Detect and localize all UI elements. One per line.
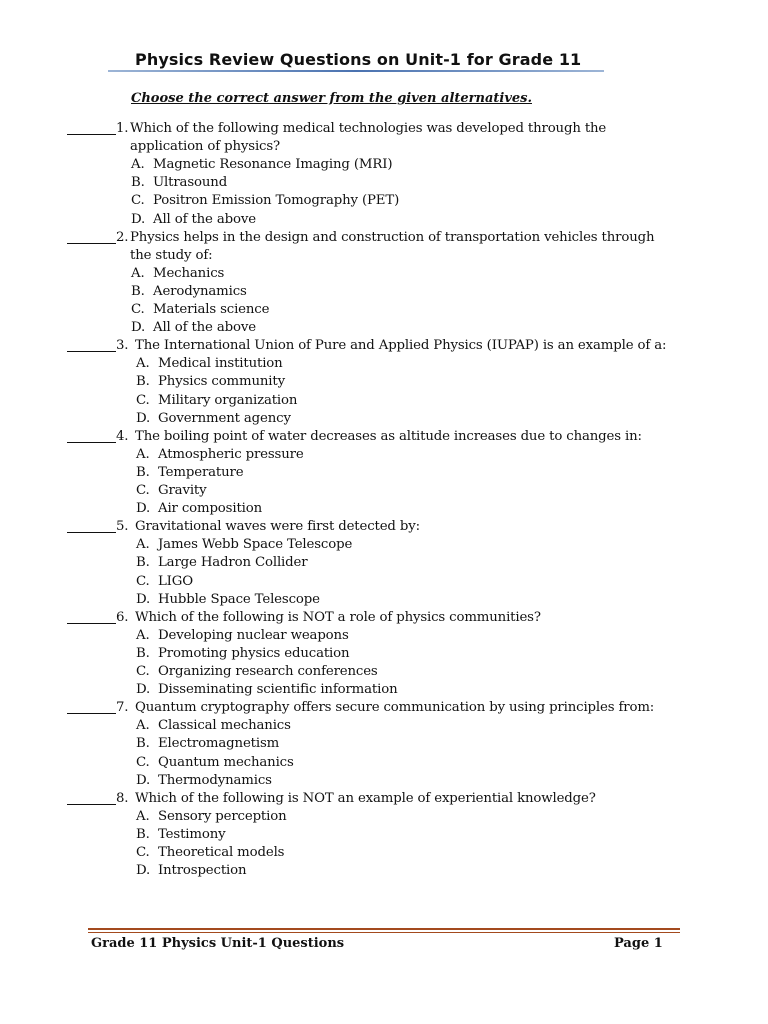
option-text: Atmospheric pressure bbox=[158, 446, 304, 462]
question-text: Which of the following is NOT an example of experiential knowledge? bbox=[135, 790, 596, 806]
title-underline-divider bbox=[108, 70, 604, 72]
option-text: Military organization bbox=[158, 392, 298, 408]
option-letter: D. bbox=[131, 211, 146, 227]
option-letter: C. bbox=[136, 483, 150, 498]
answer-blank[interactable] bbox=[67, 243, 116, 244]
option-letter: C. bbox=[136, 845, 150, 860]
question-number: 1. bbox=[116, 121, 129, 136]
option-text: Organizing research conferences bbox=[158, 664, 378, 679]
option-letter: D. bbox=[131, 320, 146, 336]
option-letter: A. bbox=[131, 265, 145, 281]
option-text: LIGO bbox=[158, 573, 194, 589]
question-text: Gravitational waves were first detected by: bbox=[135, 519, 420, 535]
option-letter: D. bbox=[136, 772, 151, 788]
option-text: Thermodynamics bbox=[158, 772, 272, 788]
question-number: 3. bbox=[116, 338, 129, 354]
question-text: Which of the following medical technologies was developed through the bbox=[130, 121, 607, 136]
option-text: Materials science bbox=[153, 302, 270, 317]
option-text: Electromagnetism bbox=[158, 736, 280, 752]
option-text: Disseminating scientific information bbox=[158, 682, 398, 698]
answer-blank[interactable] bbox=[67, 532, 116, 533]
option-letter: C. bbox=[136, 573, 150, 589]
option-text: Air composition bbox=[158, 501, 263, 517]
option-text: Large Hadron Collider bbox=[158, 555, 308, 571]
option-letter: B. bbox=[136, 826, 150, 842]
option-letter: C. bbox=[136, 392, 150, 408]
answer-blank[interactable] bbox=[67, 134, 116, 135]
option-letter: B. bbox=[131, 175, 145, 191]
question-text: Which of the following is NOT a role of physics communities? bbox=[135, 609, 541, 625]
option-text: James Webb Space Telescope bbox=[158, 537, 353, 553]
option-text: Temperature bbox=[158, 464, 244, 480]
option-letter: A. bbox=[136, 718, 150, 734]
option-text: Testimony bbox=[158, 826, 226, 842]
question-number: 4. bbox=[116, 428, 129, 444]
question-text: Physics helps in the design and construction of transportation vehicles through bbox=[130, 229, 655, 245]
option-text: All of the above bbox=[153, 211, 256, 227]
option-letter: B. bbox=[131, 283, 145, 299]
answer-blank[interactable] bbox=[67, 442, 116, 443]
option-letter: B. bbox=[136, 464, 150, 480]
option-letter: A. bbox=[136, 627, 150, 643]
question-number: 7. bbox=[116, 700, 129, 716]
footer-title: Grade 11 Physics Unit-1 Questions bbox=[91, 936, 345, 951]
option-text: Gravity bbox=[158, 483, 207, 498]
option-letter: B. bbox=[136, 555, 150, 571]
option-text: Introspection bbox=[158, 863, 247, 879]
option-letter: C. bbox=[131, 193, 145, 209]
option-text: Quantum mechanics bbox=[158, 754, 294, 770]
option-letter: C. bbox=[136, 664, 150, 679]
answer-blank[interactable] bbox=[67, 623, 116, 624]
option-letter: A. bbox=[136, 537, 150, 553]
question-number: 2. bbox=[116, 229, 129, 245]
footer-divider-thin bbox=[88, 932, 680, 933]
question-text: The International Union of Pure and Applied Physics (IUPAP) is an example of a: bbox=[135, 338, 667, 354]
option-letter: B. bbox=[136, 374, 150, 390]
option-letter: A. bbox=[136, 808, 150, 824]
option-text: Sensory perception bbox=[158, 808, 287, 824]
page-title: Physics Review Questions on Unit-1 for Grade 11 bbox=[135, 50, 582, 69]
question-number: 6. bbox=[116, 609, 129, 625]
answer-blank[interactable] bbox=[67, 351, 116, 352]
question-text: application of physics? bbox=[130, 139, 280, 155]
option-text: Aerodynamics bbox=[153, 283, 247, 299]
option-text: Positron Emission Tomography (PET) bbox=[153, 193, 400, 209]
option-text: Mechanics bbox=[153, 265, 225, 281]
question-text: Quantum cryptography offers secure communication by using principles from: bbox=[135, 700, 655, 716]
option-text: Theoretical models bbox=[158, 845, 285, 860]
option-text: All of the above bbox=[153, 320, 256, 336]
page-number: Page 1 bbox=[614, 936, 663, 951]
option-letter: D. bbox=[136, 682, 151, 698]
footer-divider bbox=[88, 928, 680, 930]
option-letter: A. bbox=[136, 446, 150, 462]
option-letter: D. bbox=[136, 591, 151, 607]
option-text: Physics community bbox=[158, 374, 285, 390]
option-letter: C. bbox=[131, 302, 145, 317]
answer-blank[interactable] bbox=[67, 713, 116, 714]
option-text: Government agency bbox=[158, 410, 291, 426]
option-letter: D. bbox=[136, 501, 151, 517]
option-text: Promoting physics education bbox=[158, 645, 350, 661]
instruction-text: Choose the correct answer from the given alternatives. bbox=[131, 91, 532, 106]
question-number: 5. bbox=[116, 519, 129, 535]
question-number: 8. bbox=[116, 790, 129, 806]
option-text: Developing nuclear weapons bbox=[158, 627, 349, 643]
option-text: Classical mechanics bbox=[158, 718, 291, 734]
option-letter: B. bbox=[136, 645, 150, 661]
option-text: Ultrasound bbox=[153, 175, 228, 191]
question-text: the study of: bbox=[130, 247, 213, 263]
option-letter: D. bbox=[136, 410, 151, 426]
option-letter: A. bbox=[131, 157, 145, 173]
option-letter: B. bbox=[136, 736, 150, 752]
option-letter: C. bbox=[136, 754, 150, 770]
option-letter: A. bbox=[136, 356, 150, 372]
option-text: Medical institution bbox=[158, 356, 283, 372]
option-letter: D. bbox=[136, 863, 151, 879]
option-text: Hubble Space Telescope bbox=[158, 591, 320, 607]
option-text: Magnetic Resonance Imaging (MRI) bbox=[153, 157, 393, 173]
answer-blank[interactable] bbox=[67, 804, 116, 805]
question-text: The boiling point of water decreases as altitude increases due to changes in: bbox=[135, 428, 642, 444]
